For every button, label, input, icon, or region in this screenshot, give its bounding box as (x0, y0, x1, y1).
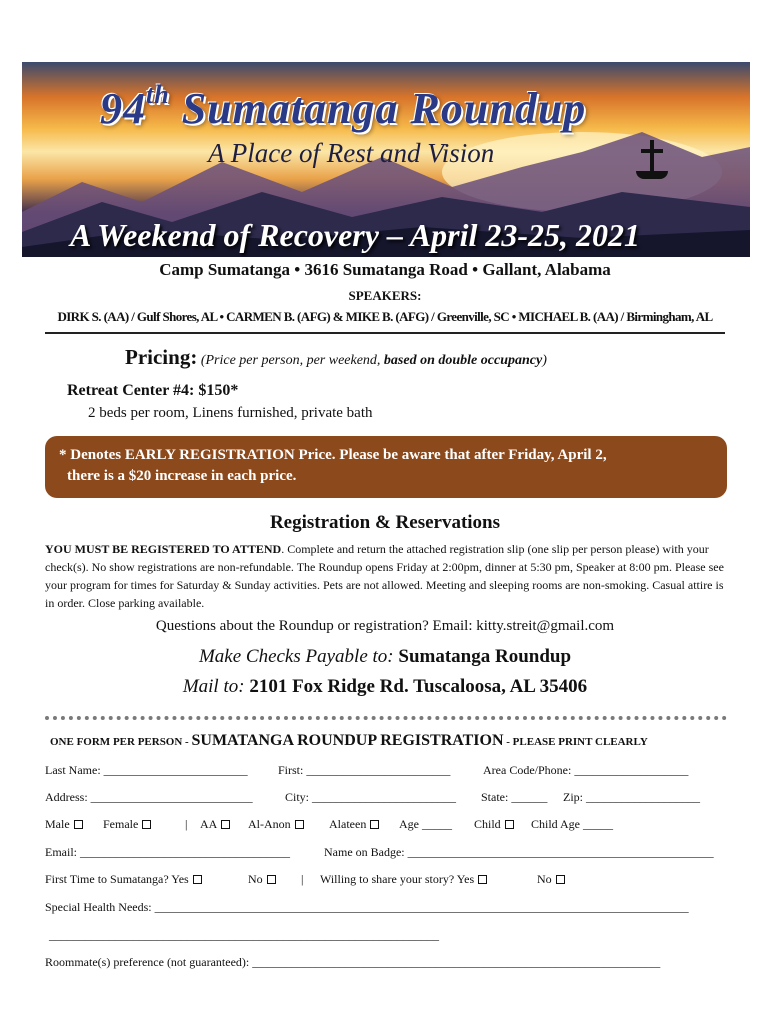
roommate-row (45, 955, 729, 971)
checkbox-icon (193, 875, 202, 884)
aa-checkbox[interactable]: AA (200, 817, 230, 832)
questions-line: Questions about the Roundup or registration? Email: kitty.streit@gmail.com (155, 618, 615, 634)
state-field[interactable]: State: ______ (481, 790, 548, 804)
age-field[interactable]: Age _____ (399, 817, 452, 831)
health-needs-field[interactable]: Special Health Needs: _________________________________________________________________________________________ (45, 900, 689, 914)
early-registration-notice: * Denotes EARLY REGISTRATION Price. Please be aware that after Friday, April 2, there is a $20 increase in each price. (45, 436, 727, 498)
child-age-field[interactable]: Child Age _____ (531, 817, 614, 831)
male-checkbox[interactable]: Male (45, 817, 83, 832)
checkbox-icon (295, 820, 304, 829)
email-field[interactable]: Email: ___________________________________ (45, 845, 290, 859)
checkbox-icon (505, 820, 514, 829)
address-field[interactable]: Address: ___________________________ (45, 790, 253, 804)
checkbox-icon (74, 820, 83, 829)
retreat-price: Retreat Center #4: $150* (67, 382, 239, 399)
phone-field[interactable]: Area Code/Phone: ___________________ (483, 763, 689, 777)
female-checkbox[interactable]: Female (103, 817, 151, 832)
retreat-description: 2 beds per room, Linens furnished, private bath (88, 405, 373, 421)
first-time-no-checkbox[interactable]: No (248, 872, 276, 887)
separator: | (185, 817, 188, 831)
roommate-field[interactable]: Roommate(s) preference (not guaranteed): ____________________________________________________________________ (45, 955, 661, 969)
first-time-yes-checkbox[interactable]: First Time to Sumatanga? Yes (45, 872, 202, 887)
first-name-field[interactable]: First: ________________________ (278, 763, 451, 777)
checkbox-icon (221, 820, 230, 829)
checks-payable: Make Checks Payable to: Sumatanga Roundup (198, 646, 572, 667)
city-field[interactable]: City: ________________________ (285, 790, 457, 804)
event-dates: A Weekend of Recovery – April 23-25, 2021 (70, 217, 640, 253)
zip-field[interactable]: Zip: ___________________ (563, 790, 700, 804)
last-name-field[interactable]: Last Name: ________________________ (45, 763, 248, 777)
alanon-checkbox[interactable]: Al-Anon (248, 817, 304, 832)
checkbox-icon (370, 820, 379, 829)
location-line: Camp Sumatanga • 3616 Sumatanga Road • Gallant, Alabama (159, 260, 611, 279)
share-yes-checkbox[interactable]: Willing to share your story? Yes (320, 872, 487, 887)
form-heading: ONE FORM PER PERSON - SUMATANGA ROUNDUP REGISTRATION - PLEASE PRINT CLEARLY (50, 732, 648, 749)
cross-icon (632, 140, 672, 182)
speakers-list: DIRK S. (AA) / Gulf Shores, AL • CARMEN B. (AFG) & MIKE B. (AFG) / Greenville, SC • MICHAEL B. (AA) / Birmingham, AL (57, 309, 713, 324)
child-checkbox[interactable]: Child (474, 817, 514, 832)
pricing-line: Pricing: (Price per person, per weekend, based on double occupancy) (125, 345, 547, 369)
registration-heading: Registration & Reservations (269, 512, 501, 533)
badge-name-field[interactable]: Name on Badge: ___________________________________________________ (324, 845, 714, 859)
share-no-checkbox[interactable]: No (537, 872, 565, 887)
checkbox-icon (478, 875, 487, 884)
mail-to: Mail to: 2101 Fox Ridge Rd. Tuscaloosa, AL 35406 (182, 676, 588, 697)
checkbox-icon (556, 875, 565, 884)
checkbox-icon (267, 875, 276, 884)
speakers-heading: SPEAKERS: (348, 288, 422, 303)
separator: | (301, 872, 304, 886)
dotted-divider (45, 716, 727, 720)
health-row (45, 900, 729, 916)
banner-subtitle: A Place of Rest and Vision (208, 138, 495, 168)
checkbox-icon (142, 820, 151, 829)
divider (45, 332, 725, 334)
registration-instructions: YOU MUST BE REGISTERED TO ATTEND. Complete and return the attached registration slip (one slip per person please) with your check(s). No show registrations are non-refundable. The Roundup opens Friday at 2:00pm, dinner at 5:30 pm, Speaker at 8:00 pm. Please see your program for times for Saturday & Sunday activities. Pets are not allowed. Meeting and sleeping rooms are non-smoking. Casual attire is in order. Close parking available. (45, 542, 724, 610)
health-needs-line-2[interactable]: _________________________________________________________________ (49, 928, 439, 942)
banner-title: 94th Sumatanga Roundup (100, 80, 587, 133)
header-banner (22, 62, 750, 257)
alateen-checkbox[interactable]: Alateen (329, 817, 379, 832)
